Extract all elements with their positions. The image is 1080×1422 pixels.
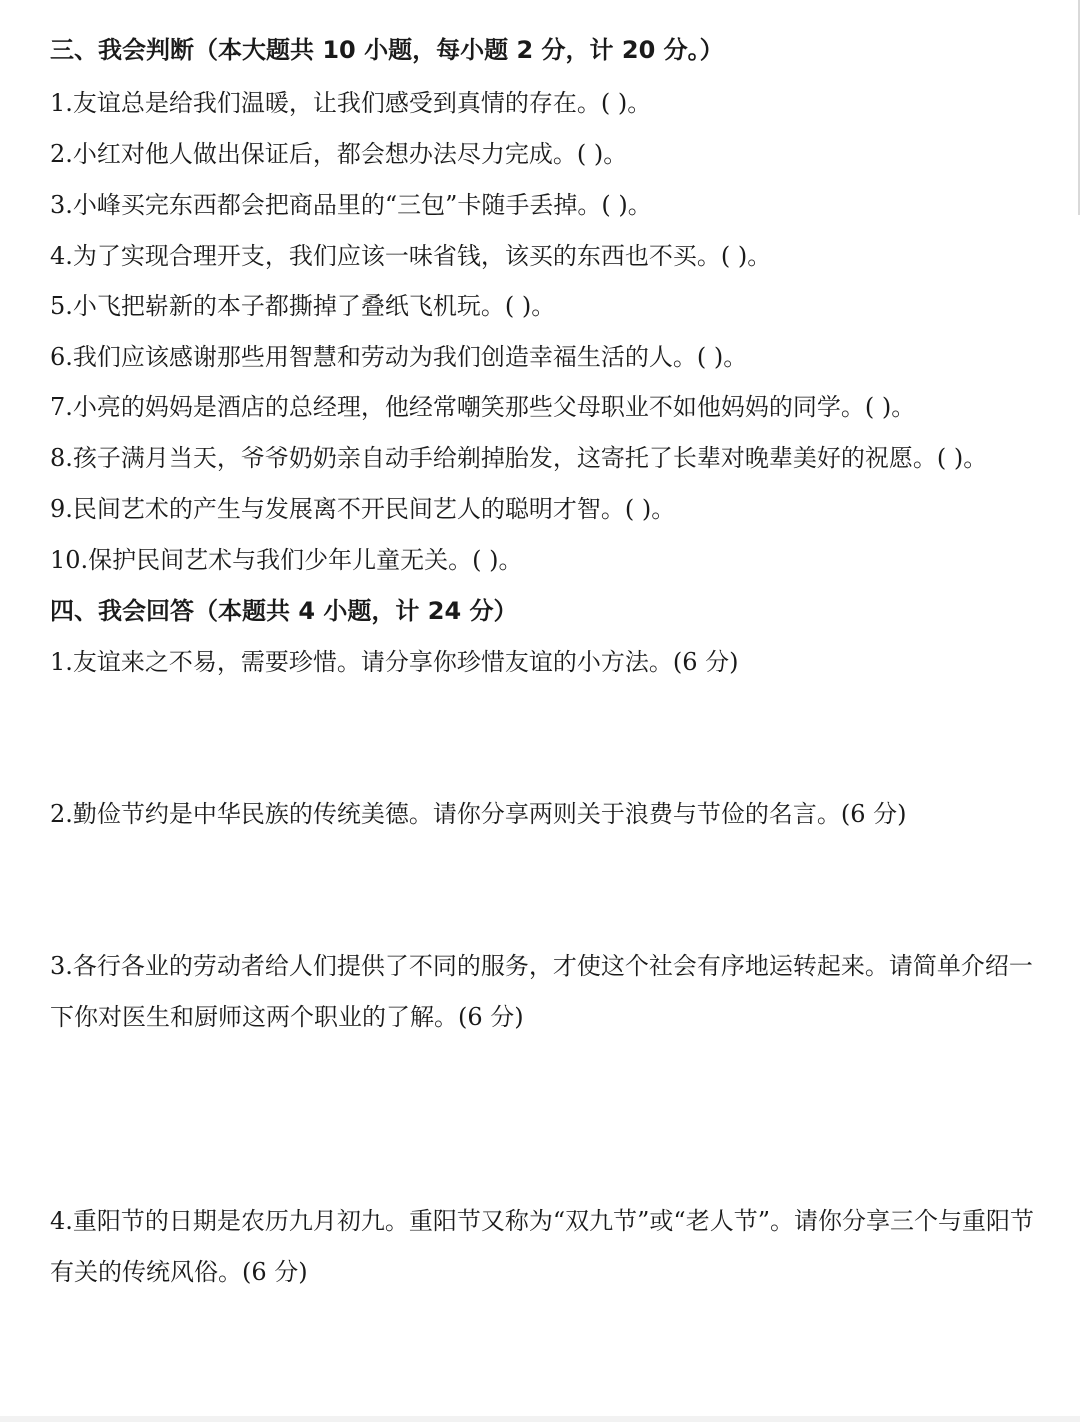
judge-item-10: 10.保护民间艺术与我们少年儿童无关。( )。 [50, 546, 523, 574]
page-bottom-strip [0, 1416, 1080, 1422]
judge-item-9: 9.民间艺术的产生与发展离不开民间艺人的聪明才智。( )。 [50, 495, 676, 523]
judge-item-5: 5.小飞把崭新的本子都撕掉了叠纸飞机玩。( )。 [50, 292, 556, 320]
answer-question-1: 1.友谊来之不易，需要珍惜。请分享你珍惜友谊的小方法。(6 分) [50, 648, 739, 676]
answer-question-4: 4.重阳节的日期是农历九月初九。重阳节又称为“双九节”或“老人节”。请你分享三个与重阳节有关的传统风俗。(6 分) [50, 1207, 1034, 1286]
judge-item-6: 6.我们应该感谢那些用智慧和劳动为我们创造幸福生活的人。( )。 [50, 343, 748, 371]
section-3-heading: 三、我会判断（本大题共 10 小题，每小题 2 分，计 20 分。） [50, 36, 724, 64]
section-4-heading: 四、我会回答（本题共 4 小题，计 24 分） [50, 597, 518, 625]
judge-item-1: 1.友谊总是给我们温暖，让我们感受到真情的存在。( )。 [50, 89, 652, 117]
judge-item-7: 7.小亮的妈妈是酒店的总经理，他经常嘲笑那些父母职业不如他妈妈的同学。( )。 [50, 393, 916, 421]
answer-question-3: 3.各行各业的劳动者给人们提供了不同的服务，才使这个社会有序地运转起来。请简单介绍一下你对医生和厨师这两个职业的了解。(6 分) [50, 952, 1033, 1031]
judge-item-8: 8.孩子满月当天，爷爷奶奶亲自动手给剃掉胎发，这寄托了长辈对晚辈美好的祝愿。( )。 [50, 444, 988, 472]
judge-item-2: 2.小红对他人做出保证后，都会想办法尽力完成。( )。 [50, 140, 628, 168]
judge-item-3: 3.小峰买完东西都会把商品里的“三包”卡随手丢掉。( )。 [50, 191, 652, 219]
judge-item-4: 4.为了实现合理开支，我们应该一味省钱，该买的东西也不买。( )。 [50, 242, 772, 270]
answer-question-2: 2.勤俭节约是中华民族的传统美德。请你分享两则关于浪费与节俭的名言。(6 分) [50, 800, 907, 828]
